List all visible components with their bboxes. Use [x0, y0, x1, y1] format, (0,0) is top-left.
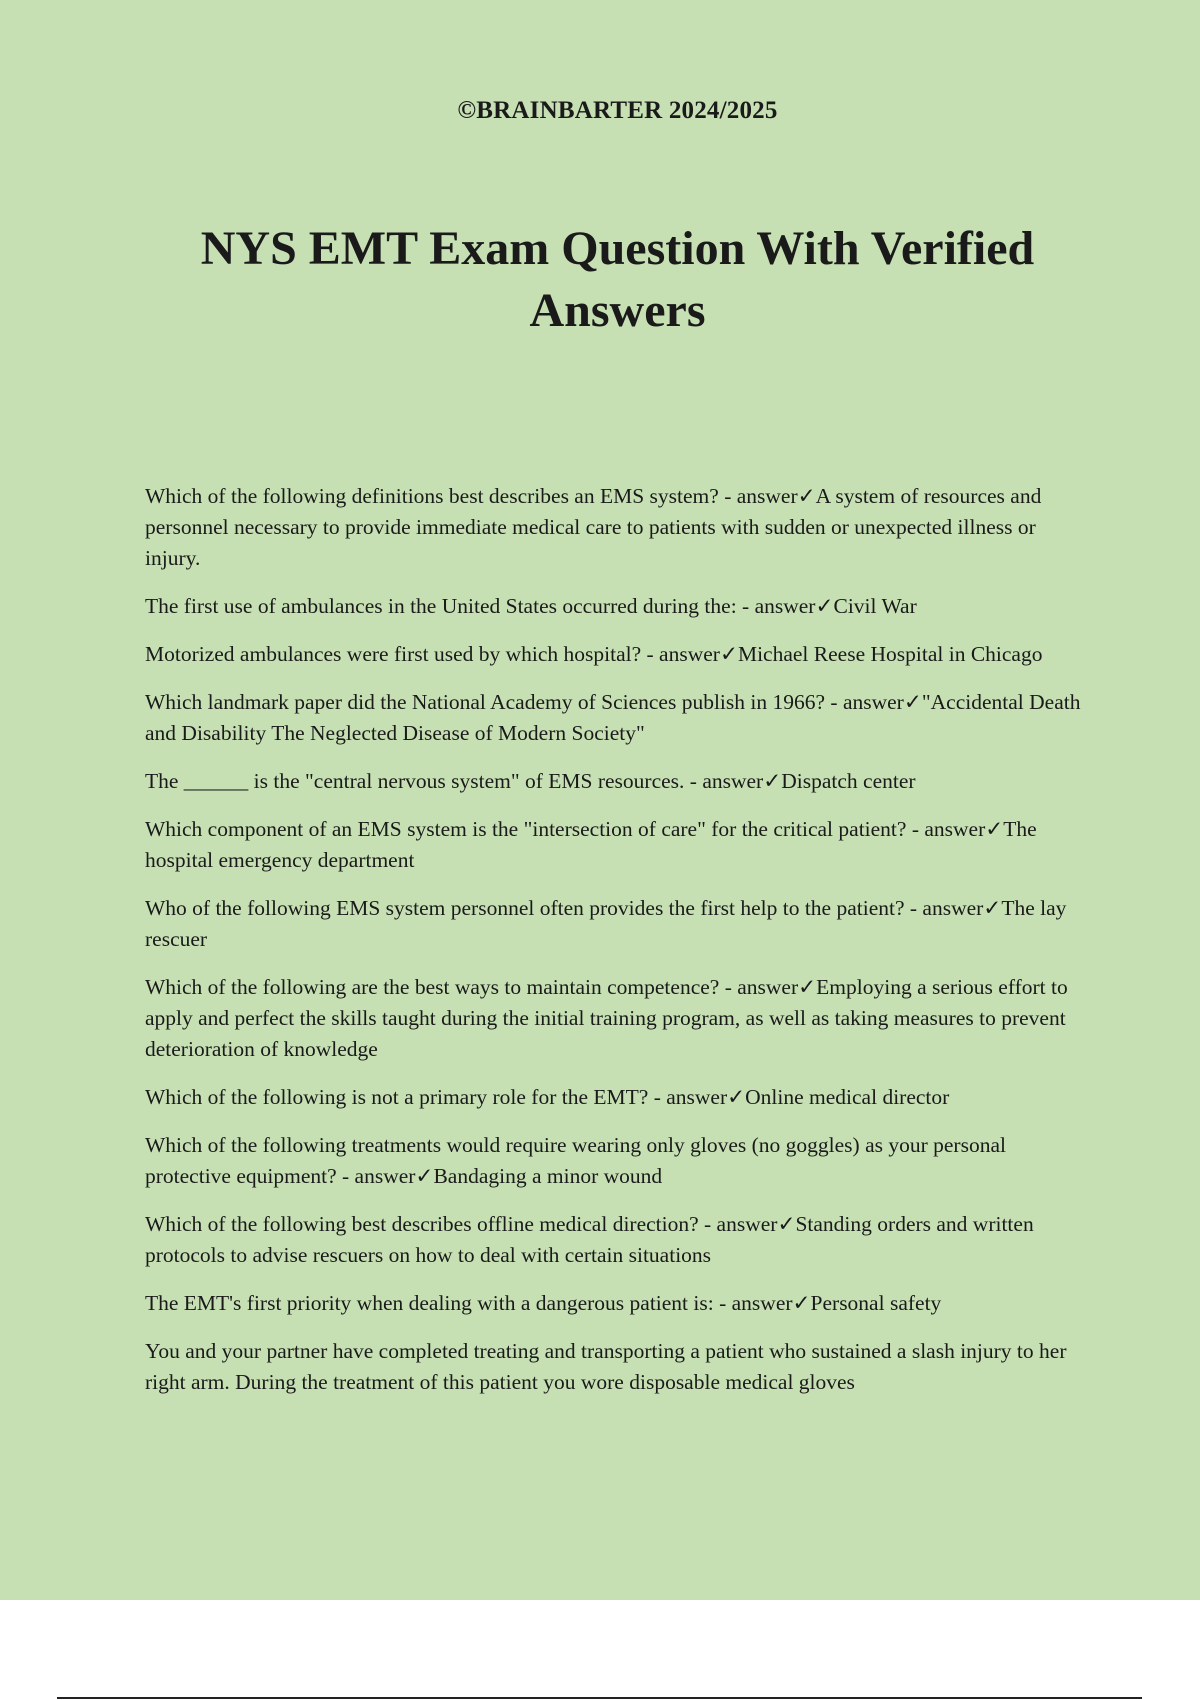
qa-item: The EMT's first priority when dealing with a dangerous patient is: - answer✓Personal safety: [145, 1291, 942, 1315]
qa-item: Which of the following treatments would require wearing only gloves (no goggles) as your personal protective equipment? - answer✓Bandaging a minor wound: [145, 1133, 1006, 1188]
qa-list: [145, 481, 1090, 1415]
qa-item: Which of the following is not a primary role for the EMT? - answer✓Online medical director: [145, 1085, 950, 1109]
qa-item: The first use of ambulances in the United States occurred during the: - answer✓Civil War: [145, 594, 917, 618]
qa-item: Which component of an EMS system is the "intersection of care" for the critical patient? - answer✓The hospital emergency department: [145, 817, 1037, 872]
footer-divider: [57, 1697, 1142, 1699]
qa-item: Which of the following are the best ways to maintain competence? - answer✓Employing a serious effort to apply and perfect the skills taught during the initial training program, as well as taking measures to prevent deterioration of knowledge: [145, 975, 1068, 1061]
qa-item: Which of the following definitions best describes an EMS system? - answer✓A system of resources and personnel necessary to provide immediate medical care to patients with sudden or unexpected illness or injury.: [145, 484, 1042, 570]
qa-item: You and your partner have completed treating and transporting a patient who sustained a slash injury to her right arm. During the treatment of this patient you wore disposable medical gloves: [145, 1339, 1067, 1394]
qa-item: Motorized ambulances were first used by which hospital? - answer✓Michael Reese Hospital in Chicago: [145, 642, 1043, 666]
qa-item: Who of the following EMS system personnel often provides the first help to the patient? - answer✓The lay rescuer: [145, 896, 1067, 951]
qa-item: Which of the following best describes offline medical direction? - answer✓Standing orders and written protocols to advise rescuers on how to deal with certain situations: [145, 1212, 1034, 1267]
qa-item: Which landmark paper did the National Academy of Sciences publish in 1966? - answer✓"Accidental Death and Disability The Neglected Disease of Modern Society": [145, 690, 1081, 745]
qa-item: The ______ is the "central nervous system" of EMS resources. - answer✓Dispatch center: [145, 769, 916, 793]
document-title: NYS EMT Exam Question With Verified Answers: [200, 222, 1035, 337]
copyright-header: ©BRAINBARTER 2024/2025: [457, 97, 778, 124]
